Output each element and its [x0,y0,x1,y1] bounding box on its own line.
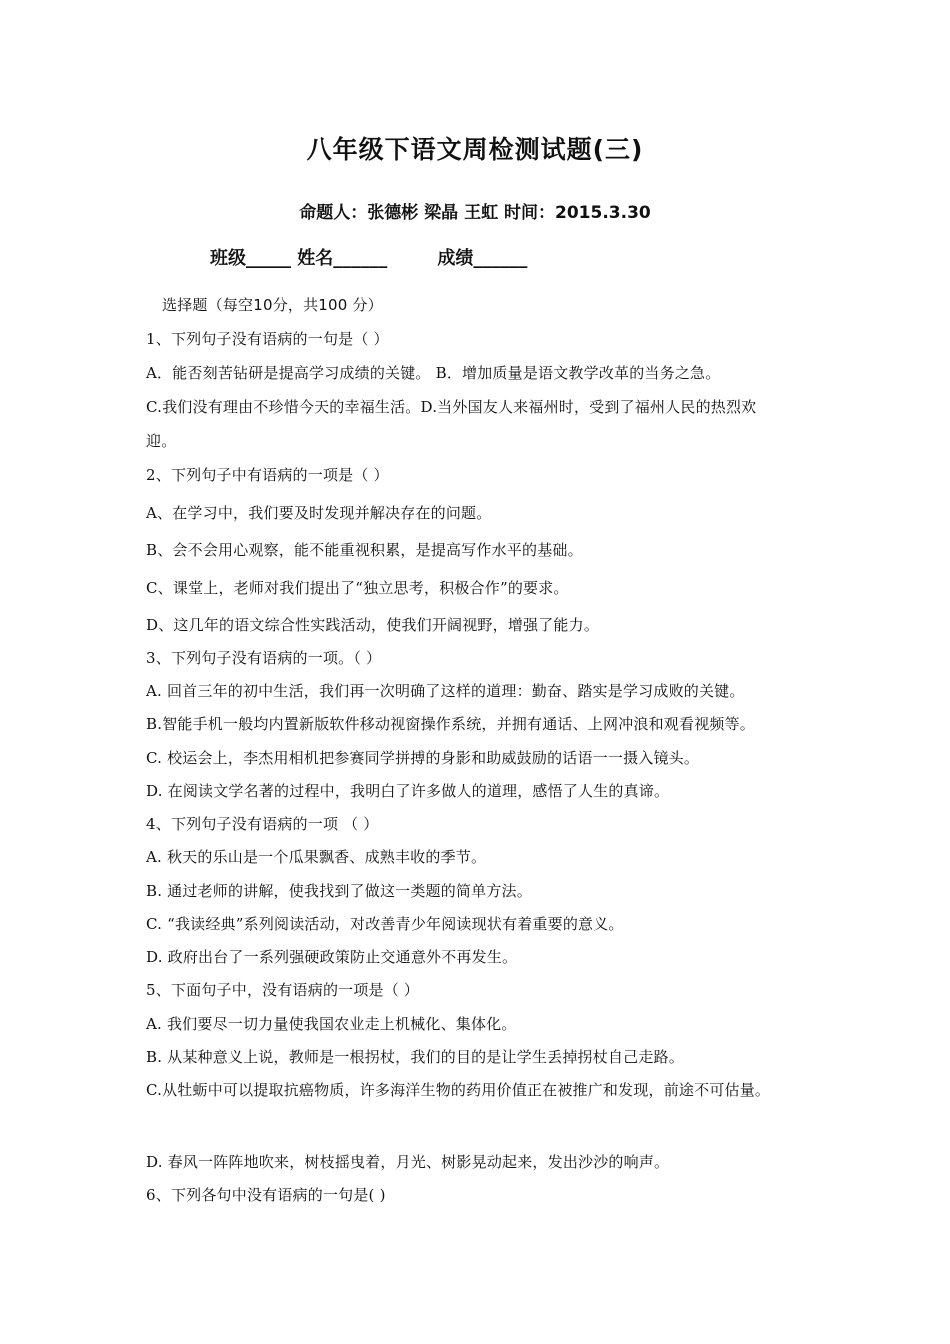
q1-options-ab: A．能否刻苦钻研是提高学习成绩的关键。 B．增加质量是语文教学改革的当务之急。 [146,364,721,382]
question-6: 6、下列各句中没有语病的一句是( ) [146,1186,386,1204]
q4-option-b: B. 通过老师的讲解，使我找到了做这一类题的简单方法。 [146,882,532,900]
q3-option-a: A. 回首三年的初中生活，我们再一次明确了这样的道理：勤奋、踏实是学习成败的关键。 [146,682,745,700]
name-field: 姓名______ [297,248,388,269]
q1-options-cd: C.我们没有理由不珍惜今天的幸福生活。D.当外国友人来福州时，受到了福州人民的热烈欢 [146,398,757,416]
q2-option-a: A、在学习中，我们要及时发现并解决存在的问题。 [146,504,492,522]
q2-option-d: D、这几年的语文综合性实践活动，使我们开阔视野，增强了能力。 [146,616,600,634]
q2-option-c: C、课堂上，老师对我们提出了“独立思考，积极合作”的要求。 [146,579,569,597]
page-title: 八年级下语文周检测试题(三) [306,135,644,164]
question-2: 2、下列句子中有语病的一项是（ ） [146,466,389,484]
q3-option-b: B.智能手机一般均内置新版软件移动视窗操作系统，并拥有通话、上网冲浪和观看视频等。 [146,715,755,733]
q4-option-d: D. 政府出台了一系列强硬政策防止交通意外不再发生。 [146,948,518,966]
question-4: 4、下列句子没有语病的一项 （ ） [146,815,379,833]
q1-options-cd-cont: 迎。 [146,432,177,450]
score-field: 成绩______ [437,248,528,269]
q5-option-d: D. 春风一阵阵地吹来，树枝摇曳着，月光、树影晃动起来，发出沙沙的响声。 [146,1153,670,1171]
q3-option-d: D. 在阅读文学名著的过程中，我明白了许多做人的道理，感悟了人生的真谛。 [146,782,670,800]
q4-option-c: C. “我读经典”系列阅读活动，对改善青少年阅读现状有着重要的意义。 [146,915,624,933]
student-info-fields [210,244,527,270]
q4-option-a: A. 秋天的乐山是一个瓜果飘香、成熟丰收的季节。 [146,848,487,866]
section-heading: 选择题（每空10分，共100 分） [162,296,383,314]
q2-option-b: B、会不会用心观察，能不能重视积累，是提高写作水平的基础。 [146,541,583,559]
q5-option-b: B. 从某种意义上说，教师是一根拐杖，我们的目的是让学生丢掉拐杖自己走路。 [146,1048,684,1066]
class-field: 班级_____ [210,248,291,269]
q3-option-c: C. 校运会上，李杰用相机把参赛同学拼搏的身影和助威鼓励的话语一一摄入镜头。 [146,749,700,767]
q5-option-a: A. 我们要尽一切力量使我国农业走上机械化、集体化。 [146,1015,517,1033]
q5-option-c: C.从牡蛎中可以提取抗癌物质，许多海洋生物的药用价值正在被推广和发现，前途不可估量。 [146,1081,771,1099]
question-5: 5、下面句子中，没有语病的一项是（ ） [146,981,420,999]
question-1: 1、下列句子没有语病的一句是（ ） [146,330,389,348]
question-3: 3、下列句子没有语病的一项。（ ） [146,649,382,667]
authors-date-line: 命题人：张德彬 梁晶 王虹 时间：2015.3.30 [299,203,651,223]
